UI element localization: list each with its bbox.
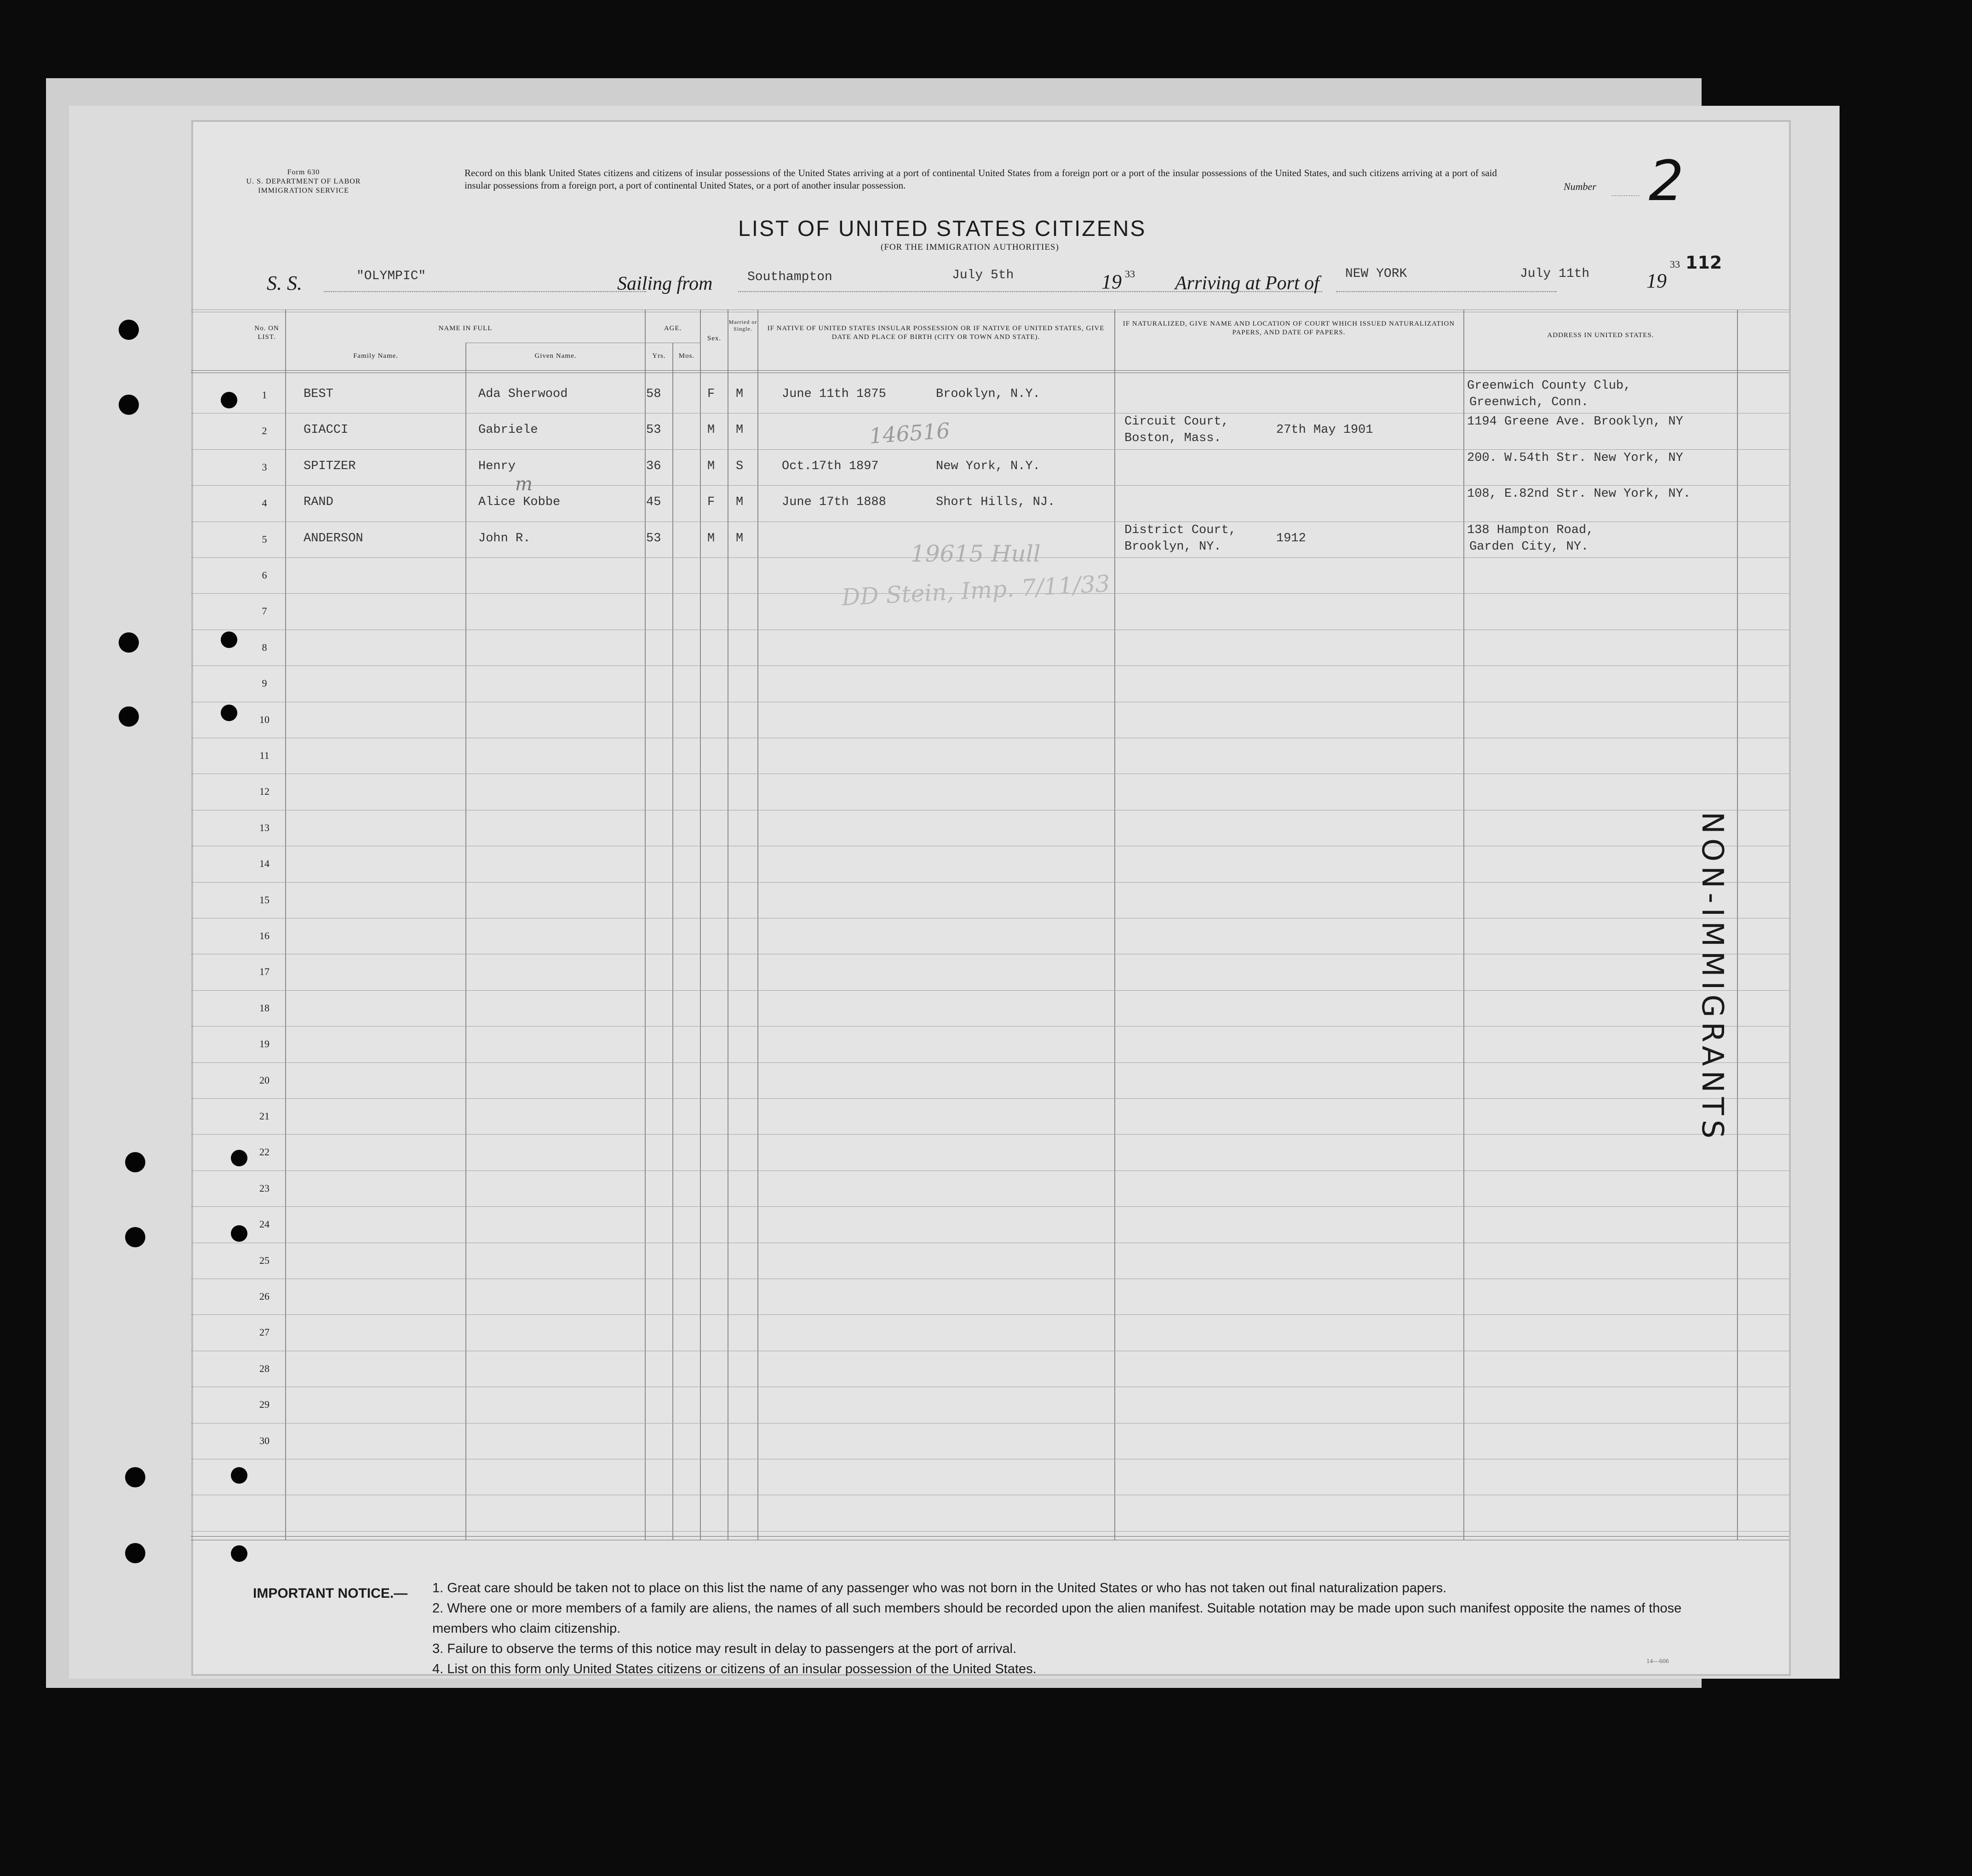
court-name: Circuit Court, xyxy=(1124,415,1229,429)
instructions-text: Record on this blank United States citizens and citizens of insular possessions of the United States arriving at a port of continental United States from a foreign port or a port of the insular possessions of the United States, and such citizens arriving at a port of said insular possessions from a foreign port, a port of continental United States, or a port of another insular possession. xyxy=(464,167,1497,191)
age-years: 53 xyxy=(646,423,661,437)
row-number: 19 xyxy=(259,1038,269,1050)
row-number: 14 xyxy=(259,858,269,870)
row-rule xyxy=(191,990,1789,991)
marital-status: M xyxy=(736,495,744,510)
arrival-port: NEW YORK xyxy=(1345,267,1407,281)
row-number: 6 xyxy=(262,569,267,581)
sailing-port: Southampton xyxy=(747,270,832,284)
row-rule xyxy=(191,1134,1789,1135)
court-name: District Court, xyxy=(1124,523,1237,537)
number-line xyxy=(1612,195,1640,196)
address-line-2: Greenwich, Conn. xyxy=(1469,396,1589,409)
birth-place: Short Hills, NJ. xyxy=(936,495,1055,510)
address-line-2: Garden City, NY. xyxy=(1469,539,1589,554)
form-header xyxy=(235,168,373,195)
manifest-page xyxy=(193,122,1789,1674)
punch-hole xyxy=(125,1467,145,1487)
punch-hole xyxy=(119,706,139,727)
side-stamp: NON-IMMIGRANTS xyxy=(1695,812,1729,1143)
notice-item-2: 2. Where one or more members of a family are aliens, the names of all such members should be recorded upon the alien manifest. Suitable notation may be made upon such manifest opposite the names of those members who claim citizenship. xyxy=(432,1601,1682,1636)
given-name: Gabriele xyxy=(478,423,538,437)
birth-place: Brooklyn, N.Y. xyxy=(936,387,1040,401)
given-name: Ada Sherwood xyxy=(478,387,568,401)
printer-code: 14—606 xyxy=(1646,1658,1669,1665)
naturalization-date: 27th May 1901 xyxy=(1276,423,1373,437)
sex: F xyxy=(707,495,715,510)
header-bottom-rule xyxy=(191,370,1789,371)
arrival-year-prefix: 19 xyxy=(1646,270,1667,292)
family-name: ANDERSON xyxy=(304,531,363,545)
punch-hole xyxy=(231,1150,247,1166)
row-number: 3 xyxy=(262,461,267,473)
notice-heading: IMPORTANT NOTICE.— xyxy=(253,1586,408,1601)
naturalization-date: 1912 xyxy=(1276,531,1306,545)
punch-hole xyxy=(221,705,237,721)
col-mos: Mos. xyxy=(678,352,695,360)
row-number: 11 xyxy=(259,750,269,761)
row-number: 24 xyxy=(259,1218,269,1230)
family-name: GIACCI xyxy=(304,423,349,437)
given-name: Henry xyxy=(478,459,516,473)
department-name: U. S. DEPARTMENT OF LABOR xyxy=(246,178,361,185)
row-number: 13 xyxy=(259,821,269,833)
marital-status: M xyxy=(736,387,744,401)
family-name: RAND xyxy=(304,495,333,510)
age-years: 36 xyxy=(646,459,661,473)
sailing-date: July 5th xyxy=(952,268,1014,282)
punch-hole xyxy=(125,1227,145,1247)
number-label: Number xyxy=(1564,181,1596,192)
given-name: John R. xyxy=(478,531,531,545)
row-rule xyxy=(191,1206,1789,1207)
row-number: 29 xyxy=(259,1399,269,1411)
court-location: Brooklyn, NY. xyxy=(1124,539,1221,554)
ship-name: "OLYMPIC" xyxy=(356,269,426,283)
col-family-name: Family Name. xyxy=(353,352,398,360)
punch-hole xyxy=(125,1543,145,1563)
sex: F xyxy=(707,387,715,401)
row-number: 18 xyxy=(259,1002,269,1014)
table-bottom-rule xyxy=(191,1536,1789,1537)
row-rule xyxy=(191,1531,1789,1532)
age-years: 58 xyxy=(646,387,661,401)
sex: M xyxy=(707,423,715,437)
punch-hole xyxy=(119,395,139,415)
notice-item-4: 4. List on this form only United States citizens or citizens of an insular possession of the United States. xyxy=(432,1662,1037,1676)
punch-hole xyxy=(125,1152,145,1172)
row-number: 20 xyxy=(259,1074,269,1086)
punch-hole xyxy=(119,632,139,653)
birth-date: Oct.17th 1897 xyxy=(782,459,879,473)
handwritten-note-row2: 146516 xyxy=(868,418,951,449)
given-name: Alice Kobbe xyxy=(478,495,561,510)
col-name-in-full: NAME IN FULL xyxy=(438,325,493,332)
col-no-on-list: No. ON LIST. xyxy=(254,325,279,341)
sex: M xyxy=(707,531,715,545)
ship-line xyxy=(324,291,646,292)
col-age: AGE. xyxy=(664,325,682,332)
col-given-name: Given Name. xyxy=(534,352,577,360)
row-number: 28 xyxy=(259,1362,269,1374)
service-name: IMMIGRATION SERVICE xyxy=(258,187,349,195)
punch-hole xyxy=(221,392,237,408)
arrival-year: 33 xyxy=(1670,258,1680,270)
form-number: Form 630 xyxy=(287,168,320,176)
row-number: 7 xyxy=(262,605,267,617)
notice-item-3: 3. Failure to observe the terms of this notice may result in delay to passengers at the port of arrival. xyxy=(432,1641,1017,1656)
address-line-1: 138 Hampton Road, xyxy=(1467,523,1594,537)
family-name: SPITZER xyxy=(304,459,356,473)
row-rule xyxy=(191,882,1789,883)
row-number: 4 xyxy=(262,497,267,509)
punch-hole xyxy=(231,1467,247,1484)
marital-status: S xyxy=(736,459,744,473)
address-line-1: 200. W.54th Str. New York, NY xyxy=(1467,451,1683,465)
ss-label: S. S. xyxy=(267,272,302,294)
stamp-number: 112 xyxy=(1685,252,1722,273)
row-number: 2 xyxy=(262,425,267,437)
address-line-1: Greenwich County Club, xyxy=(1467,379,1631,393)
sailing-label: Sailing from xyxy=(617,273,713,294)
row-number: 21 xyxy=(259,1110,269,1122)
col-naturalized: IF NATURALIZED, GIVE NAME AND LOCATION OF COURT WHICH ISSUED NATURALIZATION PAPERS, AND DATE OF PAPERS. xyxy=(1123,320,1455,336)
col-sex: Sex. xyxy=(707,335,722,342)
birth-date: June 11th 1875 xyxy=(782,387,886,401)
row-rule xyxy=(191,665,1789,666)
row-rule xyxy=(191,1062,1789,1063)
col-birth: IF NATIVE OF UNITED STATES INSULAR POSSESSION OR IF NATIVE OF UNITED STATES, GIVE DATE AND PLACE OF BIRTH (CITY OR TOWN AND STATE). xyxy=(767,325,1105,341)
marital-status: M xyxy=(736,423,744,437)
row-number: 5 xyxy=(262,533,267,545)
address-line-1: 108, E.82nd Str. New York, NY. xyxy=(1467,487,1691,501)
row-number: 8 xyxy=(262,641,267,653)
age-years: 45 xyxy=(646,495,661,510)
row-number: 27 xyxy=(259,1326,269,1338)
row-number: 1 xyxy=(262,389,267,401)
sex: M xyxy=(707,459,715,473)
col-married-single: Married or Single. xyxy=(728,319,757,332)
handwritten-note-row5b: DD Stein, Imp. 7/11/33 xyxy=(841,570,1111,611)
row-rule xyxy=(191,1098,1789,1099)
birth-place: New York, N.Y. xyxy=(936,459,1040,473)
punch-hole xyxy=(231,1545,247,1562)
arrival-date: July 11th xyxy=(1520,267,1590,281)
marital-status: M xyxy=(736,531,744,545)
row-number: 22 xyxy=(259,1146,269,1158)
col-yrs: Yrs. xyxy=(652,352,666,360)
arrival-line xyxy=(1336,291,1557,292)
row-rule xyxy=(191,1314,1789,1315)
row-rule xyxy=(191,449,1789,450)
sailing-year: 33 xyxy=(1125,268,1135,280)
punch-hole xyxy=(119,320,139,340)
arriving-label: Arriving at Port of xyxy=(1175,273,1319,294)
row-rule xyxy=(191,1170,1789,1171)
row-number: 10 xyxy=(259,713,269,725)
address-line-1: 1194 Greene Ave. Brooklyn, NY xyxy=(1467,415,1683,429)
notice-item-1: 1. Great care should be taken not to place on this list the name of any passenger who was not born in the United States or who has not taken out final naturalization papers. xyxy=(432,1581,1447,1595)
birth-date: June 17th 1888 xyxy=(782,495,886,510)
sailing-year-prefix: 19 xyxy=(1101,270,1122,293)
punch-hole xyxy=(221,631,237,648)
form-subtitle: (FOR THE IMMIGRATION AUTHORITIES) xyxy=(881,242,1059,252)
col-address: ADDRESS IN UNITED STATES. xyxy=(1547,332,1654,339)
form-title: LIST OF UNITED STATES CITIZENS xyxy=(738,217,1147,241)
row-number: 26 xyxy=(259,1291,269,1302)
handwritten-note-row5a: 19615 Hull xyxy=(911,540,1041,567)
row-rule xyxy=(191,485,1789,486)
row-number: 30 xyxy=(259,1434,269,1446)
court-location: Boston, Mass. xyxy=(1124,431,1221,446)
age-years: 53 xyxy=(646,531,661,545)
number-value: 2 xyxy=(1649,149,1684,213)
row-number: 17 xyxy=(259,966,269,978)
family-name: BEST xyxy=(304,387,333,401)
row-rule xyxy=(191,1026,1789,1027)
row-number: 16 xyxy=(259,930,269,941)
row-number: 15 xyxy=(259,894,269,906)
row-number: 23 xyxy=(259,1182,269,1194)
punch-hole xyxy=(231,1225,247,1242)
row-number: 9 xyxy=(262,677,267,689)
row-number: 25 xyxy=(259,1254,269,1266)
handwritten-initial-row3: m xyxy=(515,474,533,495)
row-number: 12 xyxy=(259,786,269,797)
